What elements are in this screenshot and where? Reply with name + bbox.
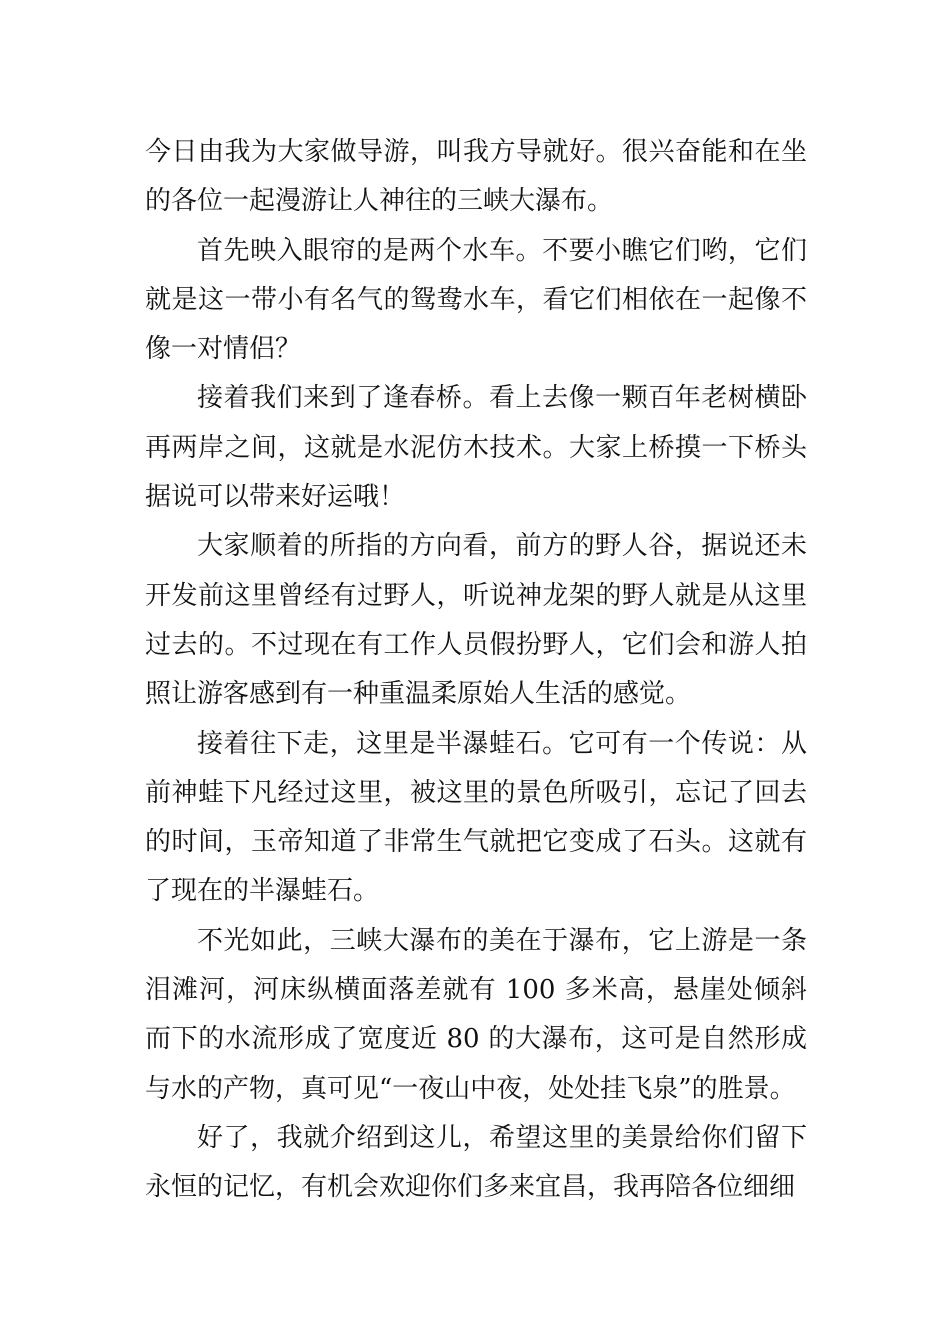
paragraph-5: 接着往下走，这里是半瀑蛙石。它可有一个传说：从前神蛙下凡经过这里，被这里的景色所吸引，忘记了回去的时间，玉帝知道了非常生气就把它变成了石头。这就有了现在的半瀑蛙石。 xyxy=(145,728,807,907)
paragraph-4: 大家顺着的所指的方向看，前方的野人谷，据说还未开发前这里曾经有过野人，听说神龙架的野人就是从这里过去的。不过现在有工作人员假扮野人，它们会和游人拍照让游客感到有一种重温柔原始人生活的感觉。 xyxy=(145,531,807,710)
paragraph-6: 不光如此，三峡大瀑布的美在于瀑布，它上游是一条泪滩河，河床纵横面落差就有 100 多米高，悬崖处倾斜而下的水流形成了宽度近 80 的大瀑布，这可是自然形成与水的产物，真可见“一夜山中夜，处处挂飞泉”的胜景。 xyxy=(145,925,807,1104)
paragraph-1: 今日由我为大家做导游，叫我方导就好。很兴奋能和在坐的各位一起漫游让人神往的三峡大瀑布。 xyxy=(145,137,807,217)
paragraph-3: 接着我们来到了逢春桥。看上去像一颗百年老树横卧再两岸之间，这就是水泥仿木技术。大家上桥摸一下桥头据说可以带来好运哦！ xyxy=(145,383,807,513)
paragraph-2: 首先映入眼帘的是两个水车。不要小瞧它们哟，它们就是这一带小有名气的鸳鸯水车，看它们相依在一起像不像一对情侣？ xyxy=(145,235,807,365)
paragraph-7: 好了，我就介绍到这儿，希望这里的美景给你们留下永恒的记忆，有机会欢迎你们多来宜昌，我再陪各位细细 xyxy=(145,1122,807,1203)
document-body xyxy=(145,128,807,1213)
